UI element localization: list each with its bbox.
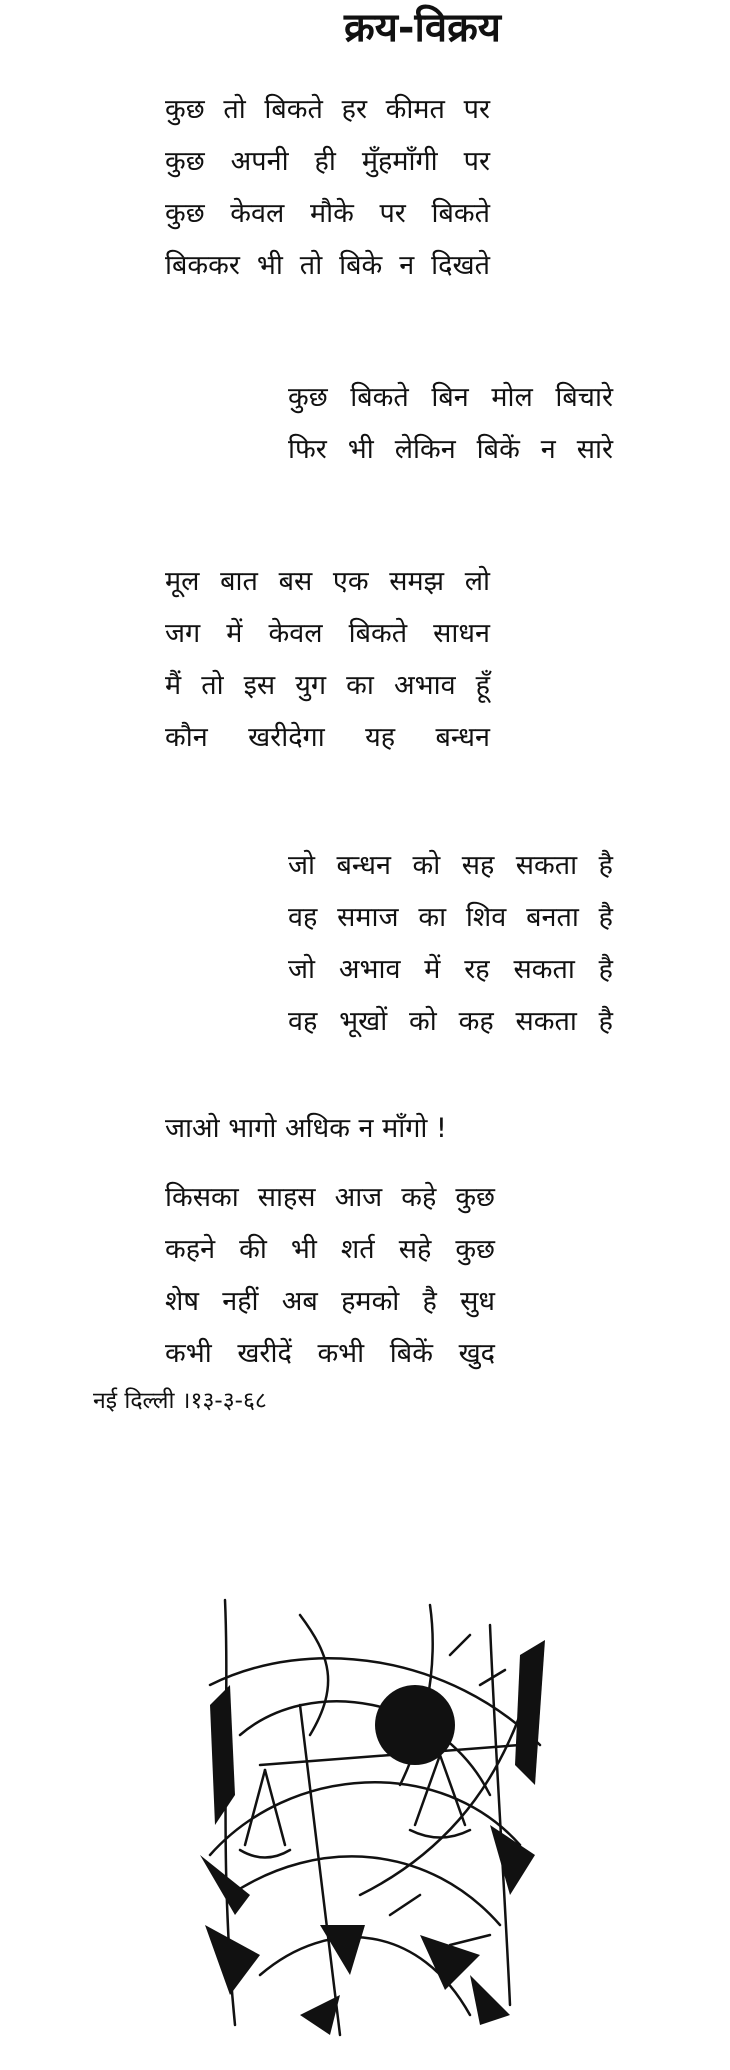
poem-line: कुछ केवल मौके पर बिकते bbox=[165, 198, 490, 229]
poem-line: जो बन्धन को सह सकता है bbox=[288, 850, 613, 881]
poem-line: मैं तो इस युग का अभाव हूँ bbox=[165, 670, 490, 701]
stanza-1 bbox=[165, 84, 490, 292]
poem-line: जग में केवल बिकते साधन bbox=[165, 618, 490, 649]
poem-line: कुछ तो बिकते हर कीमत पर bbox=[165, 94, 490, 125]
poem-line: कुछ अपनी ही मुँहमाँगी पर bbox=[165, 146, 490, 177]
poem-line: बिककर भी तो बिके न दिखते bbox=[165, 250, 490, 281]
stanza-3 bbox=[165, 556, 490, 764]
stanza-6 bbox=[165, 1172, 495, 1380]
poem-line: कौन खरीदेगा यह बन्धन bbox=[165, 722, 490, 753]
poem-line: कहने की भी शर्त सहे कुछ bbox=[165, 1234, 495, 1265]
poem-line: फिर भी लेकिन बिकें न सारे bbox=[288, 434, 613, 465]
stanza-5 bbox=[165, 1103, 495, 1155]
poem-line: वह भूखों को कह सकता है bbox=[288, 1006, 613, 1037]
poem-line: मूल बात बस एक समझ लो bbox=[165, 566, 490, 597]
poem-line: शेष नहीं अब हमको है सुध bbox=[165, 1286, 495, 1317]
poem-line: कभी खरीदें कभी बिकें खुद bbox=[165, 1338, 495, 1369]
poem-line: वह समाज का शिव बनता है bbox=[288, 902, 613, 933]
scales-of-justice-sketch-icon bbox=[190, 1595, 560, 2040]
stanza-2 bbox=[288, 372, 613, 476]
poem-line: कुछ बिकते बिन मोल बिचारे bbox=[288, 382, 613, 413]
poem-title: क्रय-विक्रय bbox=[343, 5, 502, 51]
place-date: नई दिल्ली ।१३-३-६८ bbox=[93, 1388, 267, 1414]
poem-line: किसका साहस आज कहे कुछ bbox=[165, 1182, 495, 1213]
poem-line: जो अभाव में रह सकता है bbox=[288, 954, 613, 985]
poem-line: जाओ भागो अधिक न माँगो ! bbox=[165, 1113, 447, 1144]
stanza-4 bbox=[288, 840, 613, 1048]
